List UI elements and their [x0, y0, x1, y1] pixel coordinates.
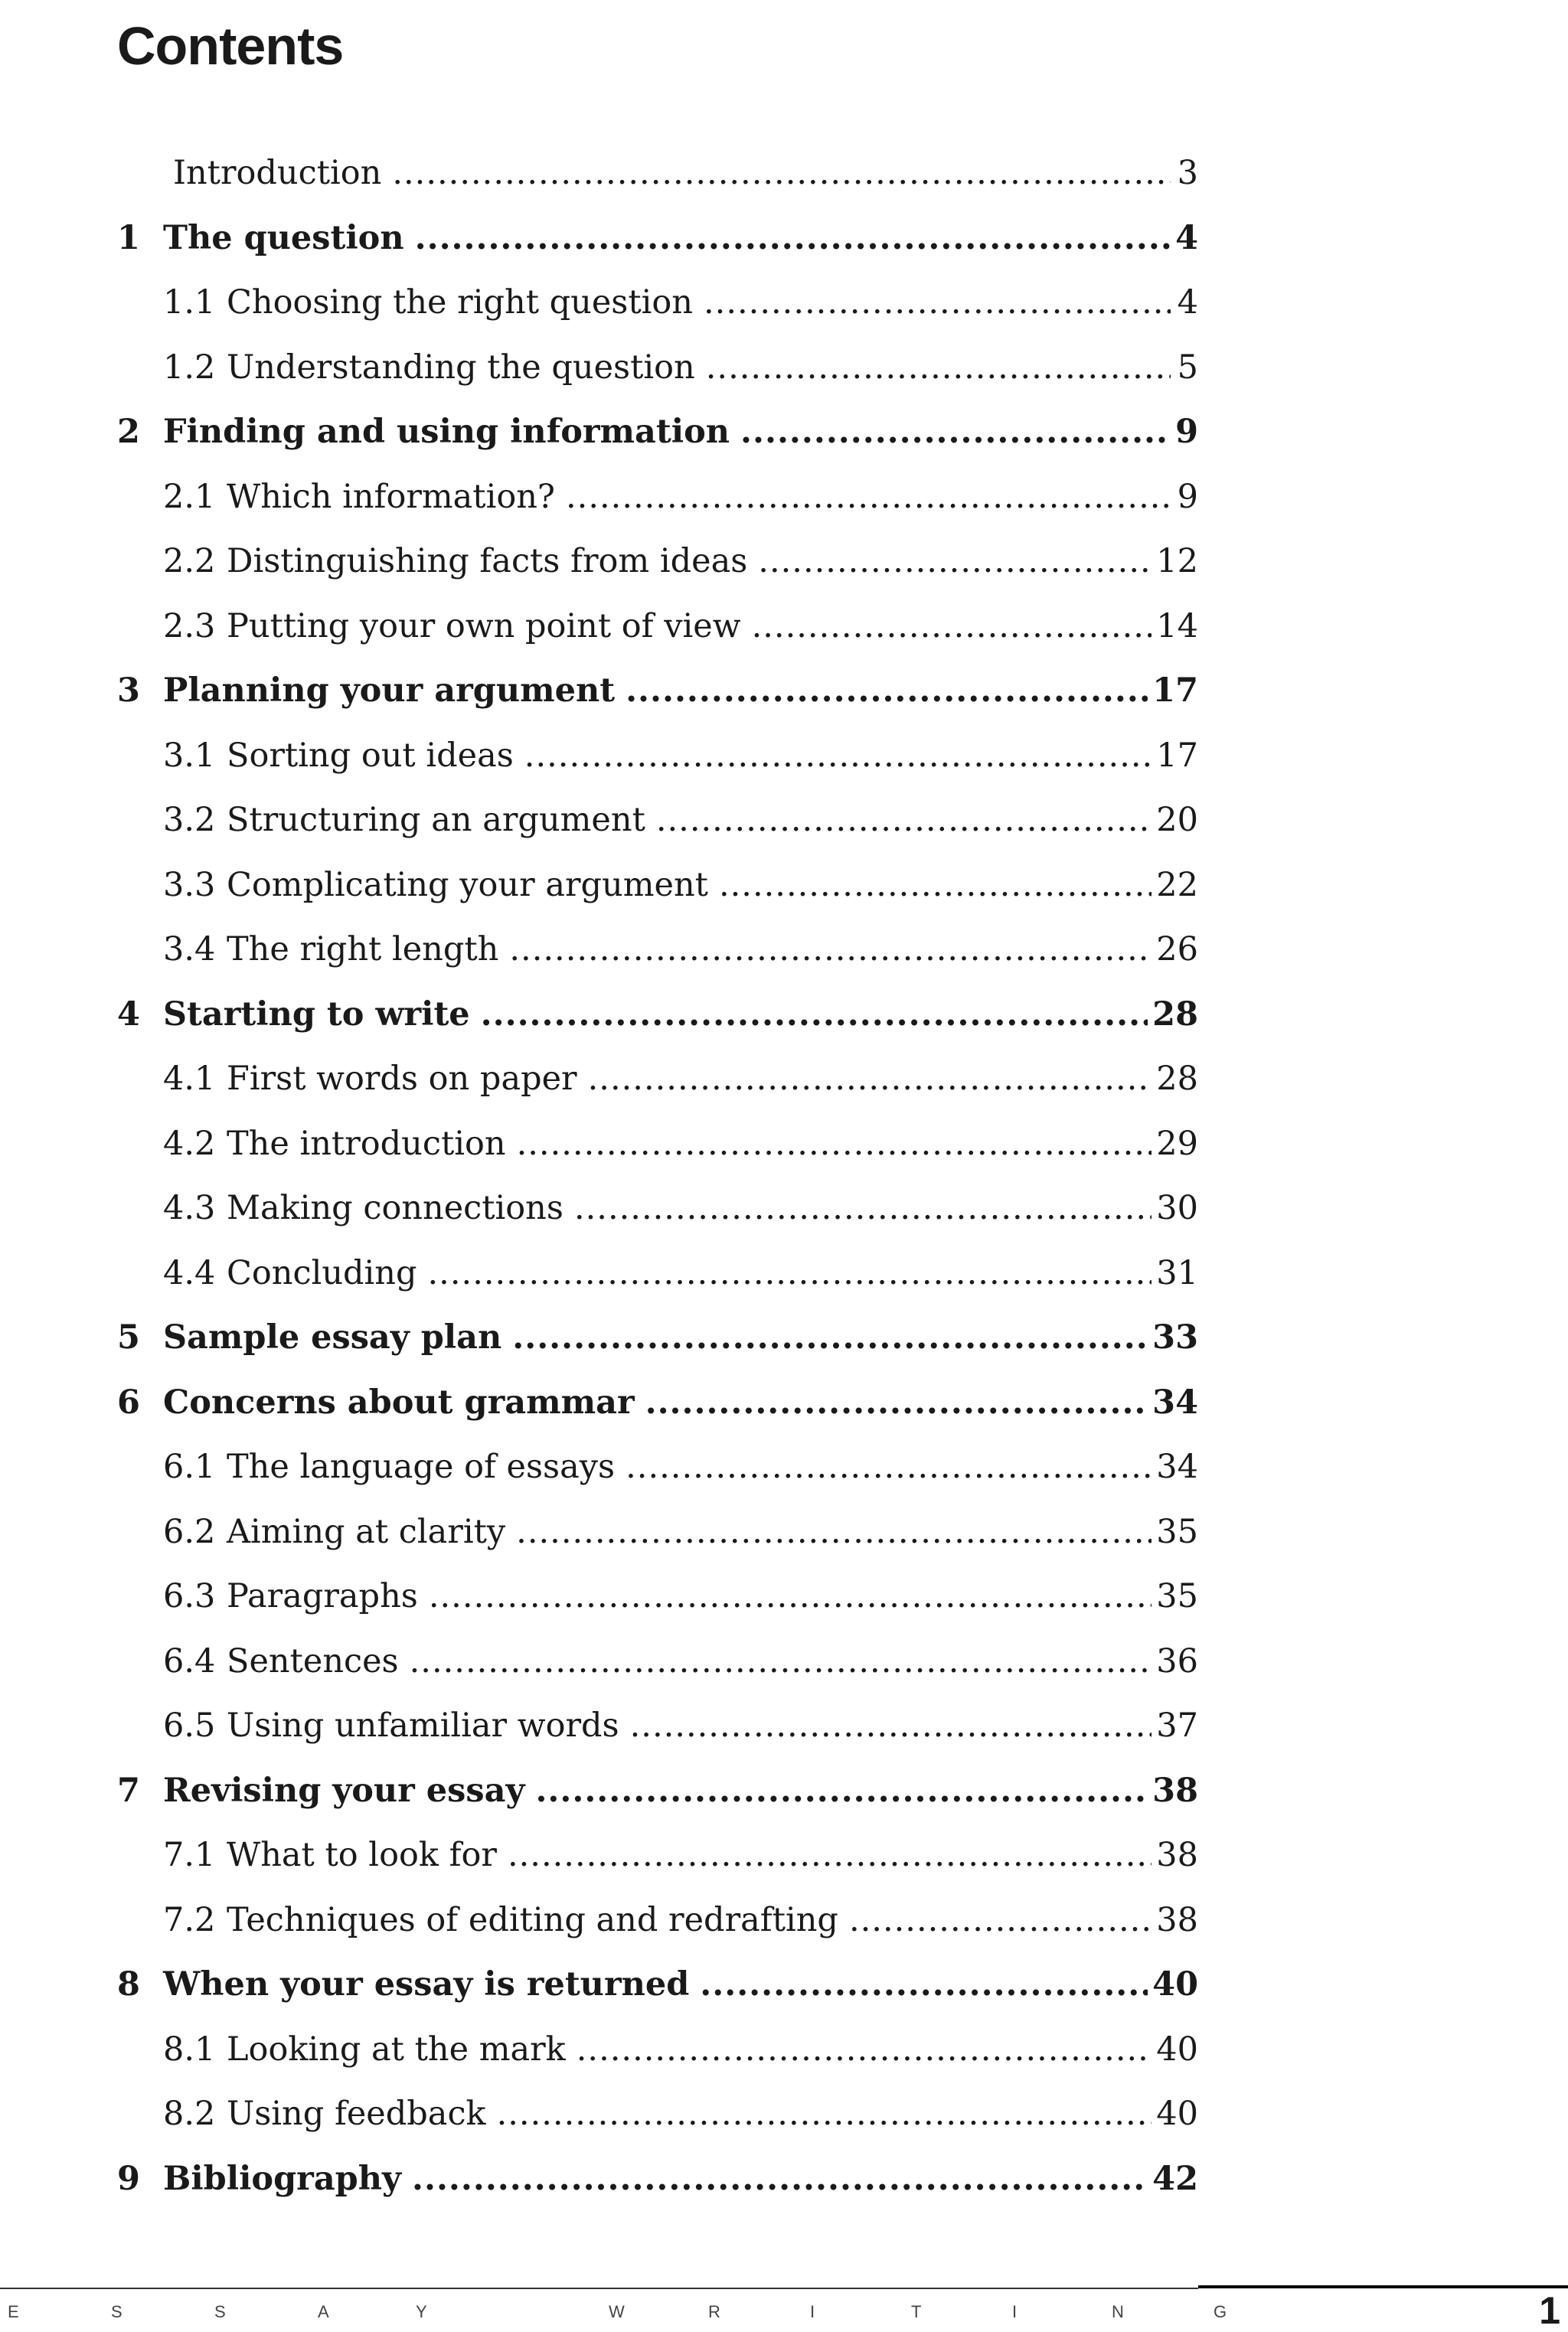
entry-page-number: 37: [1156, 1707, 1198, 1745]
toc-section-entry: [117, 603, 1198, 668]
entry-number: 7.2: [163, 1900, 216, 1939]
dot-leader: [574, 1185, 1152, 1231]
entry-title: Putting your own point of view: [227, 606, 741, 645]
toc-chapter-entry: [117, 668, 1198, 733]
entry-page-number: 40: [1156, 2095, 1198, 2133]
entry-page-number: 17: [1156, 736, 1198, 775]
entry-page-number: 4: [1177, 283, 1198, 322]
entry-title: Techniques of editing and redrafting: [227, 1900, 838, 1939]
toc-chapter-entry: [117, 409, 1198, 474]
entry-number: 1: [117, 218, 140, 257]
footer-letter: I: [1012, 2302, 1018, 2321]
page-number: 1: [1539, 2289, 1560, 2332]
entry-page-number: 28: [1156, 1060, 1198, 1098]
entry-number: 7.1: [163, 1836, 216, 1874]
toc-chapter-entry: [117, 1961, 1198, 2027]
entry-page-number: 12: [1156, 542, 1198, 580]
dot-leader: [630, 1703, 1152, 1749]
dot-leader: [588, 1056, 1152, 1102]
entry-title: Revising your essay: [163, 1771, 525, 1810]
entry-number: 2.1: [163, 477, 216, 516]
entry-title: The introduction: [227, 1124, 506, 1163]
entry-title: Structuring an argument: [227, 801, 645, 839]
entry-title: Sample essay plan: [163, 1318, 502, 1357]
dot-leader: [758, 538, 1152, 584]
entry-page-number: 22: [1156, 865, 1198, 904]
dot-leader: [535, 1768, 1148, 1814]
table-of-contents: [117, 150, 1198, 2220]
toc-section-entry: [117, 1250, 1198, 1315]
entry-page-number: 33: [1152, 1318, 1198, 1357]
entry-title: The question: [163, 218, 404, 257]
toc-section-entry: [117, 474, 1198, 539]
entry-number: 1.1: [163, 283, 216, 322]
dot-leader: [412, 2156, 1148, 2202]
entry-title: Aiming at clarity: [227, 1512, 506, 1551]
dot-leader: [429, 1573, 1152, 1619]
page-title: Contents: [117, 16, 344, 76]
entry-page-number: 34: [1156, 1448, 1198, 1486]
dot-leader: [577, 2027, 1152, 2072]
entry-number: 2.2: [163, 542, 216, 580]
toc-section-entry: [117, 1832, 1198, 1897]
footer-letter: G: [1214, 2302, 1227, 2321]
footer-letter: Y: [416, 2302, 427, 2321]
toc-section-entry: [117, 1056, 1198, 1121]
dot-leader: [517, 1121, 1152, 1167]
entry-page-number: 40: [1152, 1965, 1198, 2004]
entry-title: Looking at the mark: [227, 2030, 566, 2069]
entry-title: Concerns about grammar: [163, 1383, 635, 1422]
dot-leader: [481, 991, 1148, 1037]
dot-leader: [415, 215, 1171, 261]
dot-leader: [428, 1250, 1152, 1296]
entry-number: 4.4: [163, 1253, 216, 1292]
footer-letter: T: [911, 2302, 922, 2321]
footer-letter: I: [810, 2302, 815, 2321]
toc-section-entry: [117, 862, 1198, 927]
dot-leader: [849, 1897, 1152, 1943]
toc-chapter-entry: [117, 1315, 1198, 1380]
footer-letter: S: [214, 2302, 226, 2321]
toc-section-entry: [117, 1509, 1198, 1574]
entry-number: 1.2: [163, 348, 216, 387]
entry-page-number: 28: [1152, 995, 1198, 1034]
entry-title: Using feedback: [227, 2095, 486, 2133]
toc-section-entry: [117, 1573, 1198, 1638]
toc-section-entry: [117, 1638, 1198, 1703]
dot-leader: [656, 797, 1152, 843]
entry-title: Planning your argument: [163, 671, 616, 710]
entry-number: 2: [117, 413, 140, 451]
toc-section-entry: [117, 797, 1198, 862]
entry-page-number: 30: [1156, 1189, 1198, 1227]
entry-number: 4: [117, 995, 140, 1034]
entry-page-number: 17: [1152, 671, 1198, 710]
entry-number: 3.2: [163, 801, 216, 839]
entry-title: Concluding: [227, 1253, 417, 1292]
entry-number: 3.3: [163, 865, 216, 904]
entry-title: When your essay is returned: [163, 1965, 690, 2004]
entry-number: 9: [117, 2159, 140, 2198]
entry-page-number: 5: [1177, 348, 1198, 387]
entry-page-number: 26: [1156, 930, 1198, 968]
entry-page-number: 40: [1156, 2030, 1198, 2069]
entry-title: Introduction: [173, 154, 382, 192]
toc-section-entry: [117, 1185, 1198, 1250]
entry-title: Which information?: [227, 477, 555, 516]
dot-leader: [706, 345, 1171, 390]
toc-section-entry: [117, 1897, 1198, 1962]
entry-number: 6.2: [163, 1512, 216, 1551]
entry-page-number: 9: [1175, 413, 1198, 451]
entry-title: The language of essays: [227, 1448, 616, 1486]
entry-page-number: 29: [1156, 1124, 1198, 1163]
dot-leader: [410, 1638, 1152, 1684]
toc-section-entry: [117, 1121, 1198, 1186]
entry-title: Bibliography: [163, 2159, 401, 2198]
footer-letter: A: [318, 2302, 329, 2321]
entry-page-number: 31: [1156, 1253, 1198, 1292]
dot-leader: [645, 1380, 1148, 1426]
entry-title: Sorting out ideas: [227, 736, 514, 775]
toc-section-entry: [117, 1444, 1198, 1509]
entry-page-number: 3: [1177, 154, 1198, 192]
entry-page-number: 4: [1175, 218, 1198, 257]
entry-number: 6.5: [163, 1707, 216, 1745]
footer-letter: W: [609, 2302, 625, 2321]
entry-title: Using unfamiliar words: [227, 1707, 619, 1745]
entry-title: The right length: [227, 930, 499, 968]
footer-letter: E: [8, 2302, 19, 2321]
entry-page-number: 38: [1156, 1900, 1198, 1939]
dot-leader: [566, 474, 1171, 520]
dot-leader: [524, 733, 1152, 779]
entry-number: 2.3: [163, 606, 216, 645]
entry-number: 3.1: [163, 736, 216, 775]
entry-page-number: 42: [1152, 2159, 1198, 2198]
footer-letter: N: [1112, 2302, 1124, 2321]
entry-title: Starting to write: [163, 995, 470, 1034]
entry-title: Choosing the right question: [227, 283, 693, 322]
dot-leader: [700, 1961, 1148, 2007]
entry-title: What to look for: [227, 1836, 497, 1874]
toc-section-entry: [117, 345, 1198, 410]
entry-number: 3.4: [163, 930, 216, 968]
entry-title: Distinguishing facts from ideas: [227, 542, 748, 580]
toc-chapter-entry: [117, 991, 1198, 1057]
entry-number: 8.1: [163, 2030, 216, 2069]
toc-intro-entry: [117, 150, 1198, 215]
entry-number: 8.2: [163, 2095, 216, 2133]
entry-page-number: 34: [1152, 1383, 1198, 1422]
toc-section-entry: [117, 2091, 1198, 2156]
entry-title: Paragraphs: [227, 1577, 418, 1615]
dot-leader: [626, 1444, 1152, 1490]
entry-number: 6: [117, 1383, 140, 1422]
entry-title: Making connections: [227, 1189, 564, 1227]
toc-chapter-entry: [117, 215, 1198, 280]
entry-number: 6.1: [163, 1448, 216, 1486]
dot-leader: [512, 1315, 1148, 1360]
toc-chapter-entry: [117, 2156, 1198, 2221]
entry-page-number: 38: [1156, 1836, 1198, 1874]
toc-section-entry: [117, 538, 1198, 603]
entry-page-number: 36: [1156, 1641, 1198, 1680]
toc-section-entry: [117, 2027, 1198, 2092]
entry-page-number: 38: [1152, 1771, 1198, 1810]
footer-letter: S: [111, 2302, 122, 2321]
dot-leader: [704, 279, 1171, 325]
dot-leader: [516, 1509, 1152, 1555]
entry-page-number: 14: [1156, 606, 1198, 645]
entry-title: First words on paper: [227, 1060, 577, 1098]
footer-letter: R: [708, 2302, 720, 2321]
entry-number: 4.3: [163, 1189, 216, 1227]
toc-chapter-entry: [117, 1380, 1198, 1445]
entry-title: Understanding the question: [227, 348, 695, 387]
entry-title: Complicating your argument: [227, 865, 708, 904]
toc-chapter-entry: [117, 1768, 1198, 1833]
toc-section-entry: [117, 733, 1198, 798]
dot-leader: [719, 862, 1152, 908]
entry-page-number: 35: [1156, 1577, 1198, 1615]
dot-leader: [740, 409, 1171, 455]
entry-page-number: 9: [1177, 477, 1198, 516]
entry-number: 6.3: [163, 1577, 216, 1615]
toc-section-entry: [117, 1703, 1198, 1768]
footer-rule-bold: [1198, 2285, 1568, 2288]
entry-number: 4.2: [163, 1124, 216, 1163]
toc-section-entry: [117, 926, 1198, 991]
dot-leader: [392, 150, 1171, 196]
entry-number: 7: [117, 1771, 140, 1810]
entry-page-number: 20: [1156, 801, 1198, 839]
dot-leader: [752, 603, 1152, 649]
entry-number: 8: [117, 1965, 140, 2004]
entry-page-number: 35: [1156, 1512, 1198, 1551]
entry-number: 5: [117, 1318, 140, 1357]
dot-leader: [508, 1832, 1152, 1878]
toc-section-entry: [117, 279, 1198, 345]
entry-number: 3: [117, 671, 140, 710]
dot-leader: [497, 2091, 1152, 2137]
dot-leader: [509, 926, 1152, 972]
entry-number: 4.1: [163, 1060, 216, 1098]
entry-title: Sentences: [227, 1641, 399, 1680]
footer-rule: [0, 2288, 1198, 2289]
dot-leader: [626, 668, 1148, 714]
entry-title: Finding and using information: [163, 413, 730, 451]
entry-number: 6.4: [163, 1641, 216, 1680]
